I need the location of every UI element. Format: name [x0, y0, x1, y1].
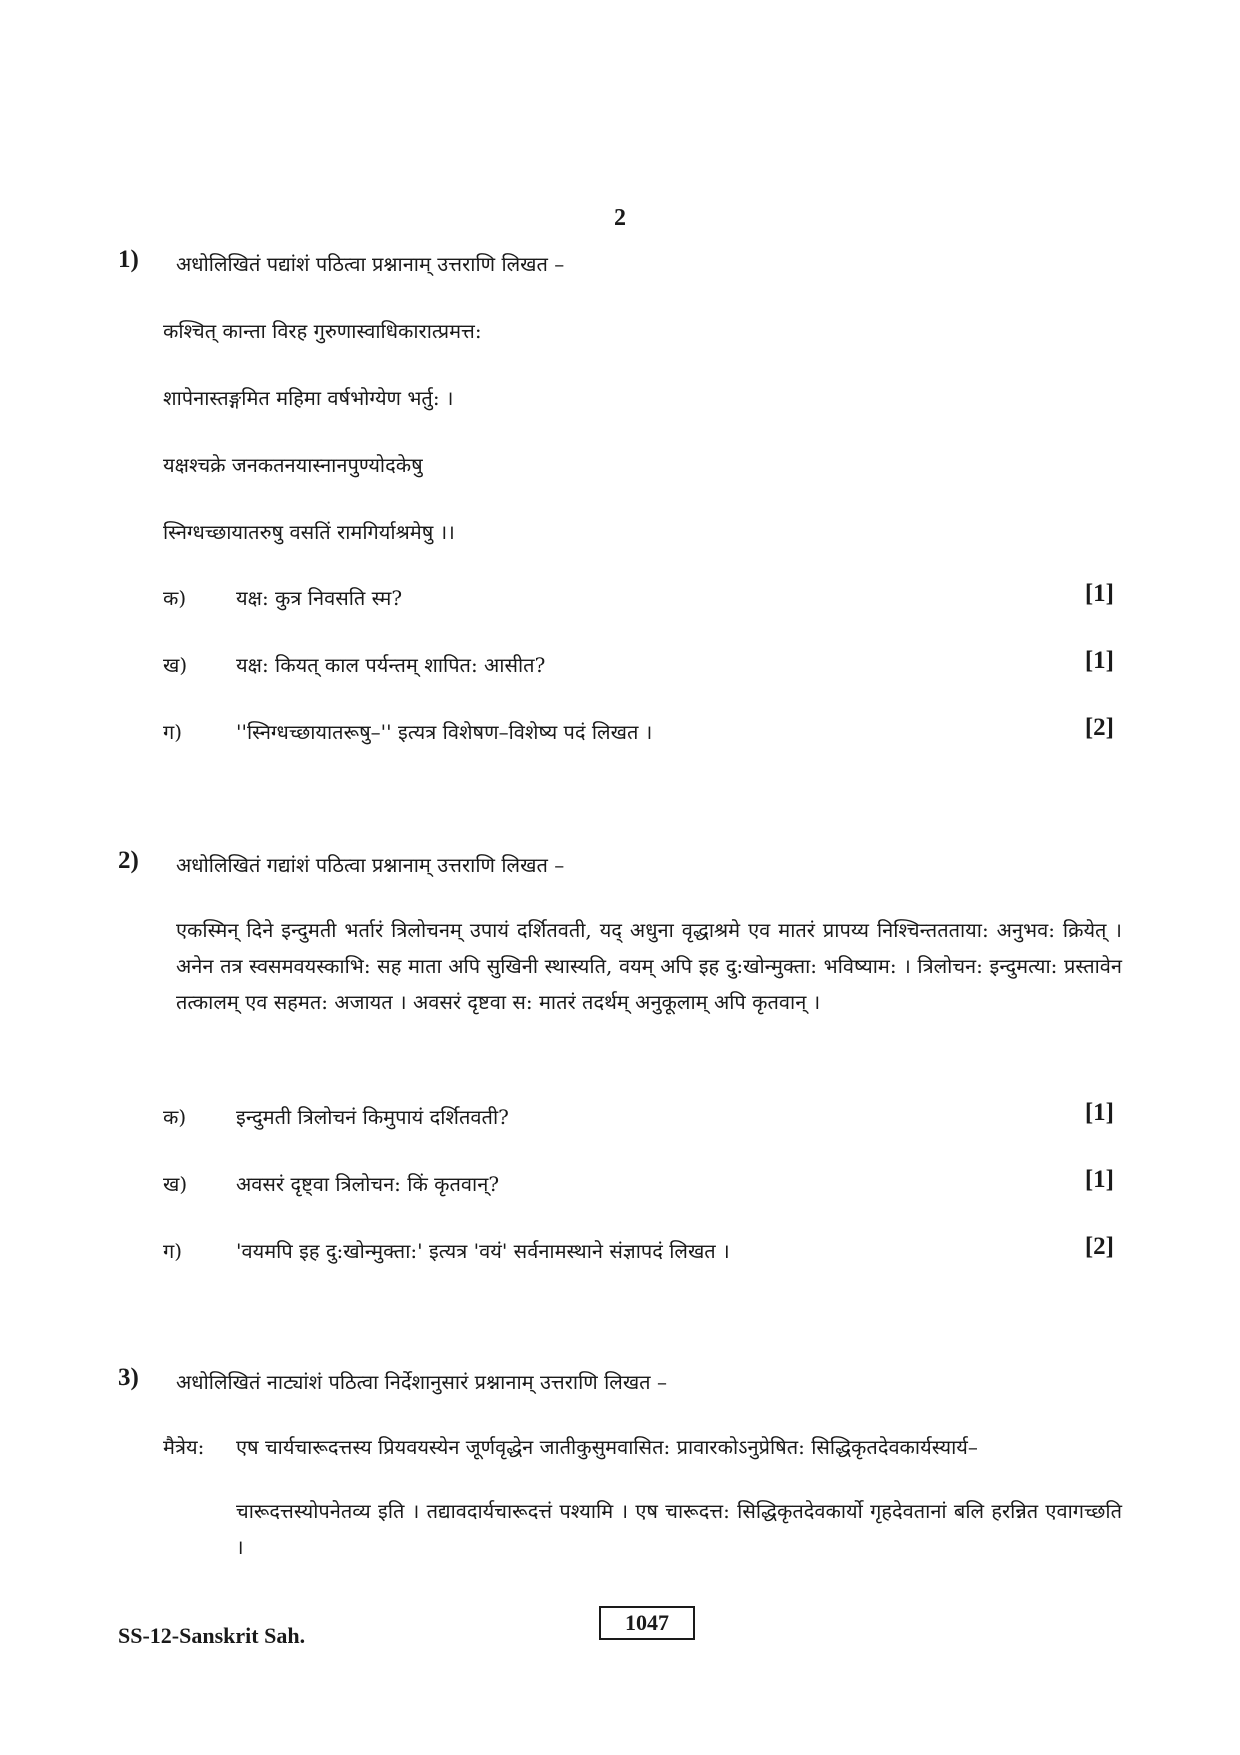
marks: [1] — [1084, 647, 1114, 674]
marks: [2] — [1084, 714, 1114, 741]
subquestion-text: इन्दुमती त्रिलोचनं किमुपायं दर्शितवती? — [236, 1105, 509, 1129]
subquestion-text: ''स्निग्धच्छायातरूषु–'' इत्यत्र विशेषण–विशेष्य पदं लिखत । — [236, 720, 653, 744]
subquestion-text: 'वयमपि इह दु:खोन्मुक्ता:' इत्यत्र 'वयं' सर्वनामस्थाने संज्ञापदं लिखत । — [236, 1239, 730, 1263]
subquestion-label: क) — [163, 1105, 187, 1129]
subquestion-label: ख) — [163, 1172, 188, 1196]
question-2-heading: अधोलिखितं गद्यांशं पठित्वा प्रश्नानाम् उत्तराणि लिखत – — [176, 853, 565, 877]
subquestion-label: ग) — [163, 1239, 183, 1263]
dialog-speaker: मैत्रेय: — [163, 1435, 205, 1459]
subquestion-text: यक्ष: कुत्र निवसति स्म? — [236, 586, 403, 610]
subquestion-label: क) — [163, 586, 187, 610]
marks: [1] — [1084, 1099, 1114, 1126]
verse-line: शापेनास्तङ्गमित महिमा वर्षभोग्येण भर्तु: । — [163, 386, 454, 410]
marks: [1] — [1084, 580, 1114, 607]
question-3-heading: अधोलिखितं नाट्यांशं पठित्वा निर्देशानुसारं प्रश्नानाम् उत्तराणि लिखत – — [176, 1370, 667, 1394]
marks: [2] — [1084, 1233, 1114, 1260]
subquestion-label: ग) — [163, 720, 183, 744]
paper-code: SS-12-Sanskrit Sah. — [118, 1623, 306, 1648]
question-3-number: 3) — [118, 1364, 139, 1391]
subquestion-label: ख) — [163, 653, 188, 677]
page-code-box: 1047 — [599, 1606, 695, 1640]
page-number: 2 — [614, 205, 626, 231]
verse-line: यक्षश्चक्रे जनकतनयास्नानपुण्योदकेषु — [163, 453, 423, 477]
subquestion-text: यक्ष: कियत् काल पर्यन्तम् शापित: आसीत? — [236, 653, 546, 677]
question-2-number: 2) — [118, 847, 139, 874]
question-1-heading: अधोलिखितं पद्यांशं पठित्वा प्रश्नानाम् उत्तराणि लिखत – — [176, 252, 565, 276]
dialog-first-line: एष चार्यचारूदत्तस्य प्रियवयस्येन जूर्णवृद्धेन जातीकुसुमवासित: प्रावारकोऽनुप्रेषित: सिद्धिकृतदेवकार्यस्यार्य– — [236, 1435, 978, 1459]
subquestion-text: अवसरं दृष्ट्वा त्रिलोचन: किं कृतवान्? — [236, 1172, 500, 1196]
marks: [1] — [1084, 1166, 1114, 1193]
verse-line: कश्चित् कान्ता विरह गुरुणास्वाधिकारात्प्रमत्त: — [163, 319, 482, 343]
verse-line: स्निग्धच्छायातरुषु वसतिं रामगिर्याश्रमेषु ।। — [163, 520, 455, 544]
dialog-continuation: चारूदत्तस्योपनेतव्य इति । तद्यावदार्यचारूदत्तं पश्यामि । एष चारूदत्त: सिद्धिकृतदेवकार्यो गृहदेवतानां बलि हरन्नित एवागच्छति । — [236, 1499, 1122, 1559]
prose-passage: एकस्मिन् दिने इन्दुमती भर्तारं त्रिलोचनम् उपायं दर्शितवती, यद् अधुना वृद्धाश्रमे एव मातरं प्रापय्य निश्चिन्ततताया: अनुभव: क्रियेत् । अनेन तत्र स्वसमवयस्काभि: सह माता अपि सुखिनी स्थास्यति, वयम् अपि इह दु:खोन्मुक्ता: भविष्याम: । त्रिलोचन: इन्दुमत्या: प्रस्तावेन तत्कालम् एव सहमत: अजायत । अवसरं दृष्टवा स: मातरं तदर्थम् अनुकूलाम् अपि कृतवान् । — [176, 918, 1122, 1014]
question-1-number: 1) — [118, 246, 139, 273]
